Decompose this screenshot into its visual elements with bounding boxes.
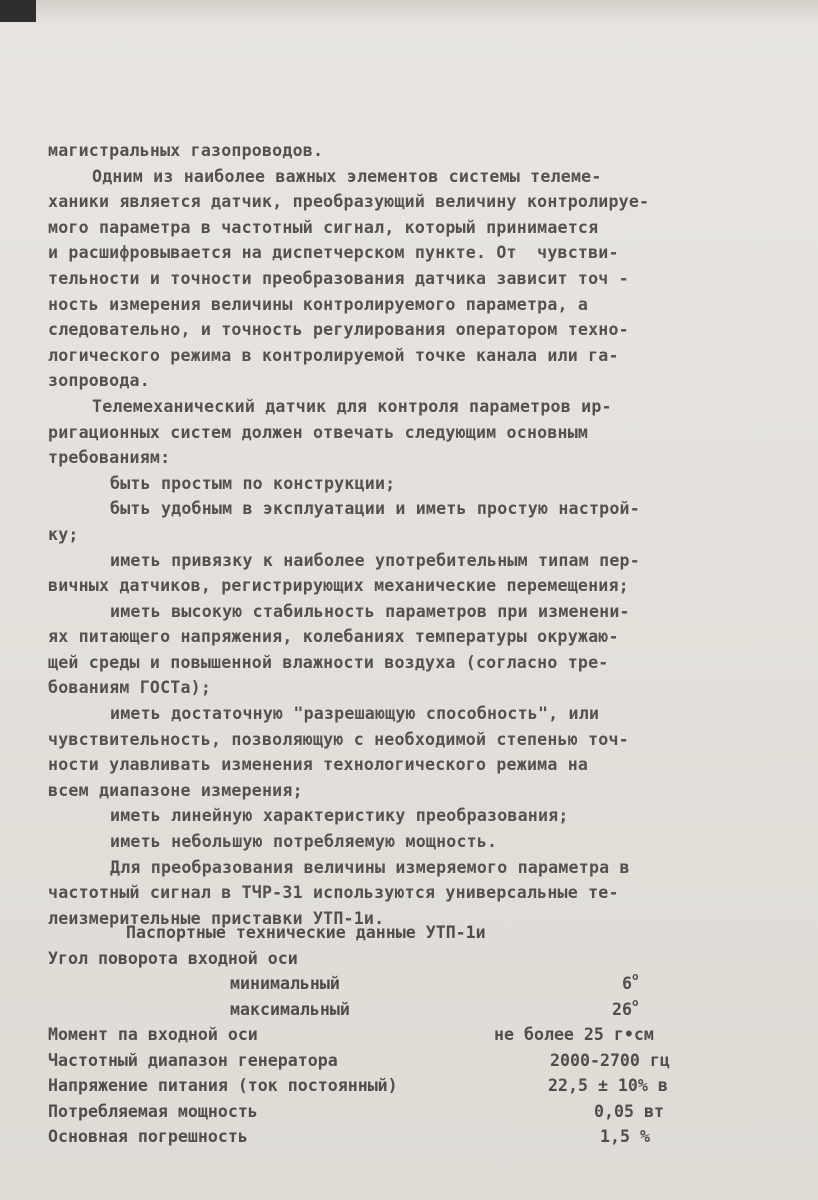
spec-value: не более 25 г•см [494, 1025, 654, 1044]
text-line: зопровода. [48, 371, 150, 391]
text-line: Телемеханический датчик для контроля параметров ир- [92, 396, 612, 416]
spec-row-rotation [48, 946, 778, 972]
text-line: иметь линейную характеристику преобразования; [110, 806, 569, 826]
text-line: ку; [48, 524, 79, 544]
spec-value: 2000-2700 гц [550, 1050, 670, 1070]
spec-heading-row [48, 920, 778, 946]
body-text [48, 138, 778, 931]
spec-heading: Паспортные технические данные УТП-1и [126, 923, 486, 942]
text-line: мого параметра в частотный сигнал, который принимается [48, 217, 599, 237]
spec-row-frequency [48, 1048, 778, 1074]
spec-label: Частотный диапазон генератора [48, 1050, 338, 1070]
text-line: быть простым по конструкции; [110, 473, 396, 493]
text-line: требованиям: [48, 448, 171, 468]
text-line: чувствительность, позволяющую с необходимой степенью точ- [48, 729, 629, 749]
spec-table [48, 920, 778, 1150]
page-top-edge [0, 0, 818, 26]
text-line: всем диапазоне измерения; [48, 780, 303, 800]
spec-label: максимальный [230, 999, 350, 1019]
spec-row-min [48, 971, 778, 997]
text-line: и расшифровывается на диспетчерском пункте. От чувстви- [48, 243, 619, 263]
text-line: бованиям ГОСТа); [48, 678, 212, 698]
text-line: Одним из наиболее важных элементов системы телеме- [92, 166, 602, 186]
text-line: ях питающего напряжения, колебаниях температуры окружаю- [48, 627, 619, 647]
spec-value: 22,5 ± 10% в [548, 1076, 668, 1095]
text-line: следовательно, и точность регулирования оператором техно- [48, 320, 629, 340]
degree-sign: о [631, 995, 639, 1009]
text-line: магистральных газопроводов. [48, 141, 324, 160]
spec-label: Момент па входной оси [48, 1025, 258, 1044]
text-line: ригационных систем должен отвечать следующим основным [48, 422, 589, 442]
spec-value: 0,05 вт [594, 1101, 664, 1121]
text-line: тельности и точности преобразования датчика зависит точ - [48, 268, 629, 288]
text-line: ности улавливать изменения технологического режима на [48, 755, 589, 775]
spec-label: минимальный [230, 974, 340, 993]
text-line: частотный сигнал в ТЧР-31 используются универсальные те- [48, 883, 619, 903]
spec-row-error [48, 1124, 778, 1150]
spec-row-max [48, 997, 778, 1023]
spec-label: Потребляемая мощность [48, 1101, 258, 1121]
text-line: иметь привязку к наиболее употребительным типам пер- [110, 550, 640, 570]
text-line: вичных датчиков, регистрирующих механические перемещения; [48, 576, 629, 596]
degree-sign: о [632, 970, 639, 983]
text-line: логического режима в контролируемой точке канала или га- [48, 345, 619, 365]
spec-value: 1,5 % [600, 1127, 650, 1146]
text-line: быть удобным в эксплуатации и иметь простую настрой- [110, 499, 640, 519]
spec-label: Основная погрешность [48, 1127, 248, 1146]
spec-row-power [48, 1099, 778, 1125]
spec-value-number: 26 [612, 999, 632, 1019]
spec-label: Угол поворота входной оси [48, 948, 298, 968]
spec-row-torque [48, 1022, 778, 1048]
text-line: щей среды и повышенной влажности воздуха (согласно тре- [48, 652, 609, 672]
text-line: иметь небольшую потребляемую мощность. [110, 832, 498, 852]
corner-mark [0, 0, 36, 22]
spec-label: Напряжение питания (ток постоянный) [48, 1076, 398, 1095]
text-line: иметь высокую стабильность параметров при изменени- [110, 601, 630, 621]
text-line: ханики является датчик, преобразующий величину контролируе- [48, 192, 650, 212]
spec-value-number: 6 [622, 974, 632, 993]
text-line: ность измерения величины контролируемого параметра, а [48, 294, 589, 314]
text-line: леизмерительные приставки УТП-1и. [48, 908, 385, 928]
spec-value [622, 971, 639, 999]
text-line: Для преобразования величины измеряемого параметра в [110, 857, 630, 877]
text-line: иметь достаточную "разрешающую способность", или [110, 704, 600, 724]
spec-row-voltage [48, 1073, 778, 1099]
spec-value [612, 997, 639, 1025]
